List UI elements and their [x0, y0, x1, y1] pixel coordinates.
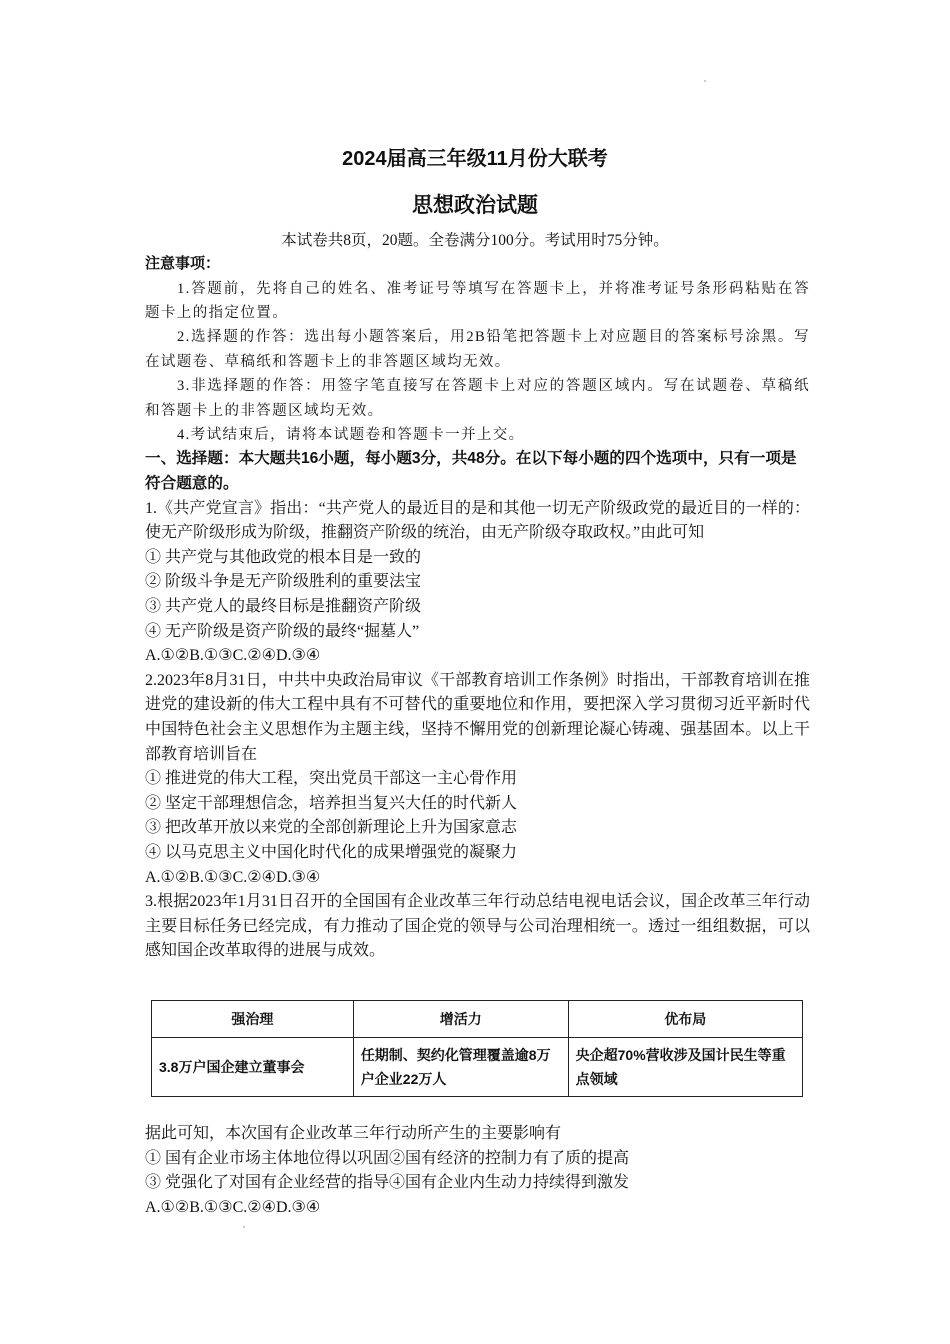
question-1-stem: 1.《共产党宣言》指出：“共产党人的最近目的是和其他一切无产阶级政党的最近目的一样的：使无产阶级形成为阶级，推翻资产阶级的统治，由无产阶级夺取政权。”由此可知 — [145, 499, 810, 542]
table-row — [152, 1038, 803, 1097]
q3-statements-line-2: ③ 党强化了对国有企业经营的指导④国有企业内生动力持续得到激发 — [145, 1174, 630, 1192]
question-3-stem: 3.根据2023年1月31日召开的全国国有企业改革三年行动总结电视电话会议，国企改革三年行动主要目标任务已经完成，有力推动了国企党的领导与公司治理相统一。透过一组组数据，可以感知国企改革取得的进展与成效。 — [145, 893, 810, 960]
scan-speck — [704, 80, 706, 82]
table-cell: 任期制、契约化管理覆盖逾8万户企业22万人 — [353, 1038, 568, 1097]
table-header: 强治理 — [152, 1001, 354, 1038]
table-header: 增活力 — [353, 1001, 568, 1038]
notice-item-4: 4.考试结束后，请将本试题卷和答题卡一并上交。 — [177, 427, 525, 444]
exam-title: 2024届高三年级11月份大联考 — [342, 148, 608, 170]
q2-statement-4: ④ 以马克思主义中国化时代化的成果增强党的凝聚力 — [145, 843, 518, 861]
q3-options: A.①②B.①③C.②④D.③④ — [145, 1198, 321, 1216]
q2-statement-1: ① 推进党的伟大工程，突出党员干部这一主心骨作用 — [145, 770, 518, 788]
q1-statement-1: ① 共产党与其他政党的根本目是一致的 — [145, 548, 422, 566]
notice-item-1: 1.答题前，先将自己的姓名、准考证号等填写在答题卡上，并将准考证号条形码粘贴在答题卡上的指定位置。 — [145, 280, 810, 321]
notice-block — [145, 252, 810, 964]
question-3-continuation — [145, 1122, 810, 1220]
notice-heading: 注意事项： — [145, 255, 221, 272]
q1-statement-2: ② 阶级斗争是无产阶级胜利的重要法宝 — [145, 573, 422, 591]
scan-speck — [243, 1226, 245, 1228]
table-cell: 3.8万户国企建立董事会 — [152, 1038, 354, 1097]
question-2-stem: 2.2023年8月31日，中共中央政治局审议《干部教育培训工作条例》时指出，干部教育培训在推进党的建设新的伟大工程中具有不可替代的重要地位和作用，要把深入学习贯彻习近平新时代中国特色社会主义思想作为主题主线，坚持不懈用党的创新理论凝心铸魂、强基固本。以上干部教育培训旨在 — [145, 671, 810, 763]
exam-info: 本试卷共8页，20题。全卷满分100分。考试用时75分钟。 — [281, 232, 669, 249]
q2-statement-3: ③ 把改革开放以来党的全部创新理论上升为国家意志 — [145, 819, 518, 837]
reform-data-table — [151, 1000, 803, 1097]
q1-statement-3: ③ 共产党人的最终目标是推翻资产阶级 — [145, 598, 422, 615]
subject-title: 思想政治试题 — [412, 194, 538, 217]
table-header-row — [152, 1001, 803, 1038]
table-header: 优布局 — [568, 1001, 802, 1038]
q2-options: A.①②B.①③C.②④D.③④ — [145, 868, 321, 886]
notice-item-2: 2.选择题的作答：选出每小题答案后，用2B铅笔把答题卡上对应题目的答案标号涂黑。写在试题卷、草稿纸和答题卡上的非答题区域均无效。 — [145, 329, 810, 370]
section-heading: 一、选择题：本大题共16小题，每小题3分，共48分。在以下每小题的四个选项中，只有一项是符合题意的。 — [145, 450, 797, 493]
q3-after-table: 据此可知，本次国有企业改革三年行动所产生的主要影响有 — [145, 1125, 562, 1142]
q1-statement-4: ④ 无产阶级是资产阶级的最终“掘墓人” — [145, 622, 420, 640]
table-cell: 央企超70%营收涉及国计民生等重点领域 — [568, 1038, 802, 1097]
notice-item-3: 3.非选择题的作答：用签字笔直接写在答题卡上对应的答题区域内。写在试题卷、草稿纸和答题卡上的非答题区域均无效。 — [145, 378, 810, 419]
q2-statement-2: ② 坚定干部理想信念，培养担当复兴大任的时代新人 — [145, 794, 518, 812]
q1-options: A.①②B.①③C.②④D.③④ — [145, 647, 321, 665]
q3-statements-line-1: ① 国有企业市场主体地位得以巩固②国有经济的控制力有了质的提高 — [145, 1149, 630, 1167]
